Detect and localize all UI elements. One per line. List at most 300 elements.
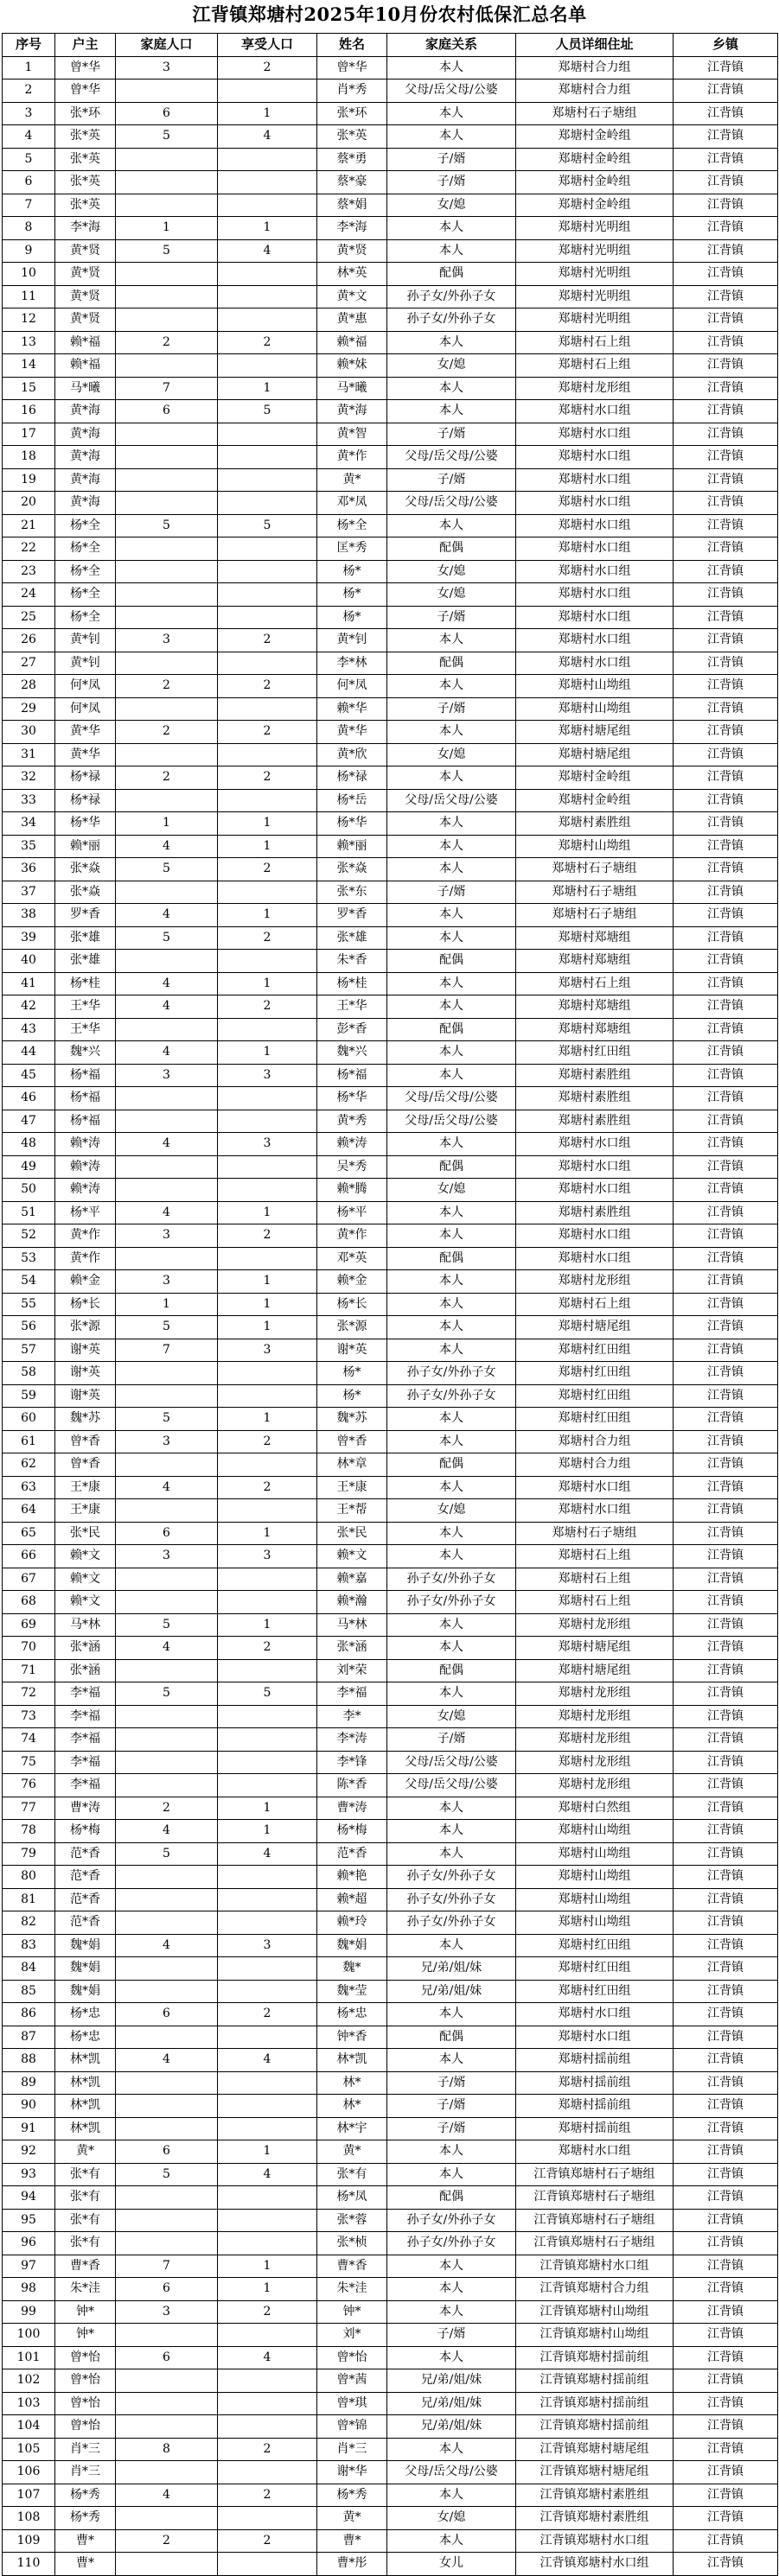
cell-householder: 黄*海 bbox=[55, 446, 116, 469]
cell-name: 张*民 bbox=[317, 1522, 387, 1545]
cell-town: 江背镇 bbox=[674, 560, 778, 583]
cell-relation: 孙子女/外孙子女 bbox=[387, 1591, 516, 1614]
cell-name: 黄*智 bbox=[317, 423, 387, 446]
cell-family-size: 2 bbox=[116, 1797, 218, 1820]
cell-name: 杨*忠 bbox=[317, 2003, 387, 2026]
cell-name: 张*涵 bbox=[317, 1637, 387, 1660]
table-row bbox=[3, 1362, 778, 1385]
cell-benefit-size: 1 bbox=[218, 1522, 317, 1545]
cell-index: 9 bbox=[3, 239, 55, 263]
cell-town: 江背镇 bbox=[674, 881, 778, 904]
cell-name: 肖*秀 bbox=[317, 80, 387, 103]
cell-family-size bbox=[116, 80, 218, 103]
table-row bbox=[3, 2369, 778, 2393]
cell-householder: 范*香 bbox=[55, 1866, 116, 1889]
cell-name: 杨* bbox=[317, 560, 387, 583]
cell-address: 郑塘村红田组 bbox=[516, 1957, 674, 1981]
cell-name: 曾*香 bbox=[317, 1430, 387, 1453]
table-row bbox=[3, 2140, 778, 2164]
cell-index: 52 bbox=[3, 1224, 55, 1248]
cell-town: 江背镇 bbox=[674, 1522, 778, 1545]
cell-householder: 杨*平 bbox=[55, 1201, 116, 1224]
cell-address: 郑塘村塘尾组 bbox=[516, 743, 674, 766]
cell-address: 郑塘村素胜组 bbox=[516, 812, 674, 836]
cell-name: 杨*长 bbox=[317, 1293, 387, 1316]
cell-benefit-size: 1 bbox=[218, 1613, 317, 1637]
cell-address: 郑塘村郑塘组 bbox=[516, 950, 674, 973]
cell-relation: 孙子女/外孙子女 bbox=[387, 1568, 516, 1591]
cell-relation: 本人 bbox=[387, 2346, 516, 2369]
cell-town: 江背镇 bbox=[674, 1087, 778, 1110]
table-row bbox=[3, 1247, 778, 1270]
cell-town: 江背镇 bbox=[674, 1201, 778, 1224]
cell-benefit-size bbox=[218, 492, 317, 515]
cell-householder: 李*海 bbox=[55, 217, 116, 240]
cell-name: 王*华 bbox=[317, 995, 387, 1019]
cell-index: 21 bbox=[3, 514, 55, 537]
table-row bbox=[3, 721, 778, 744]
cell-householder: 黄*海 bbox=[55, 423, 116, 446]
cell-name: 朱*香 bbox=[317, 950, 387, 973]
cell-benefit-size bbox=[218, 1018, 317, 1041]
table-row bbox=[3, 2392, 778, 2415]
cell-family-size: 5 bbox=[116, 239, 218, 263]
cell-householder: 马*曦 bbox=[55, 377, 116, 400]
cell-relation: 女/媳 bbox=[387, 194, 516, 217]
cell-index: 80 bbox=[3, 1866, 55, 1889]
cell-benefit-size bbox=[218, 354, 317, 378]
cell-address: 江背镇郑塘村山坳组 bbox=[516, 2300, 674, 2324]
cell-name: 林* bbox=[317, 2071, 387, 2095]
cell-benefit-size: 1 bbox=[218, 904, 317, 927]
cell-town: 江背镇 bbox=[674, 102, 778, 125]
cell-town: 江背镇 bbox=[674, 2438, 778, 2461]
cell-relation: 本人 bbox=[387, 331, 516, 354]
cell-index: 48 bbox=[3, 1133, 55, 1156]
cell-benefit-size bbox=[218, 606, 317, 629]
cell-address: 郑塘村水口组 bbox=[516, 2003, 674, 2026]
cell-householder: 范*香 bbox=[55, 1911, 116, 1935]
cell-address: 郑塘村红田组 bbox=[516, 1339, 674, 1362]
table-row bbox=[3, 1293, 778, 1316]
cell-address: 郑塘村龙形组 bbox=[516, 1613, 674, 1637]
cell-address: 江背镇郑塘村山坳组 bbox=[516, 2324, 674, 2347]
cell-index: 6 bbox=[3, 171, 55, 194]
cell-name: 罗*香 bbox=[317, 904, 387, 927]
cell-town: 江背镇 bbox=[674, 1911, 778, 1935]
cell-name: 魏*兴 bbox=[317, 1041, 387, 1065]
cell-name: 曹*彤 bbox=[317, 2553, 387, 2576]
cell-address: 郑塘村水口组 bbox=[516, 468, 674, 492]
cell-index: 23 bbox=[3, 560, 55, 583]
cell-benefit-size: 2 bbox=[218, 926, 317, 950]
cell-address: 郑塘村红田组 bbox=[516, 1362, 674, 1385]
cell-address: 郑塘村揺前组 bbox=[516, 2117, 674, 2140]
cell-householder: 王*康 bbox=[55, 1476, 116, 1499]
cell-householder: 马*林 bbox=[55, 1613, 116, 1637]
table-row bbox=[3, 2186, 778, 2210]
cell-family-size bbox=[116, 2324, 218, 2347]
cell-relation: 兄/弟/姐/妹 bbox=[387, 2369, 516, 2393]
cell-town: 江背镇 bbox=[674, 2049, 778, 2072]
cell-name: 张*环 bbox=[317, 102, 387, 125]
cell-name: 朱*洼 bbox=[317, 2278, 387, 2301]
cell-benefit-size bbox=[218, 1362, 317, 1385]
cell-town: 江背镇 bbox=[674, 1408, 778, 1431]
cell-name: 黄*华 bbox=[317, 721, 387, 744]
cell-benefit-size: 1 bbox=[218, 102, 317, 125]
cell-name: 黄*钊 bbox=[317, 629, 387, 652]
cell-relation: 本人 bbox=[387, 1041, 516, 1065]
cell-family-size bbox=[116, 308, 218, 332]
cell-householder: 张*有 bbox=[55, 2186, 116, 2210]
cell-address: 郑塘村郑塘组 bbox=[516, 926, 674, 950]
table-row bbox=[3, 1728, 778, 1752]
cell-index: 77 bbox=[3, 1797, 55, 1820]
cell-family-size bbox=[116, 2553, 218, 2576]
cell-householder: 李*福 bbox=[55, 1682, 116, 1706]
cell-town: 江背镇 bbox=[674, 1247, 778, 1270]
cell-town: 江背镇 bbox=[674, 2140, 778, 2164]
table-row bbox=[3, 1064, 778, 1087]
table-row bbox=[3, 1476, 778, 1499]
cell-name: 曾*琪 bbox=[317, 2392, 387, 2415]
cell-town: 江背镇 bbox=[674, 331, 778, 354]
cell-address: 郑塘村红田组 bbox=[516, 1980, 674, 2003]
cell-relation: 本人 bbox=[387, 2529, 516, 2553]
cell-family-size bbox=[116, 697, 218, 721]
cell-name: 杨*全 bbox=[317, 514, 387, 537]
cell-address: 郑塘村龙形组 bbox=[516, 1728, 674, 1752]
cell-address: 郑塘村光明组 bbox=[516, 239, 674, 263]
cell-family-size bbox=[116, 1453, 218, 1477]
cell-householder: 曹* bbox=[55, 2529, 116, 2553]
cell-index: 11 bbox=[3, 285, 55, 308]
cell-relation: 孙子女/外孙子女 bbox=[387, 308, 516, 332]
cell-householder: 张*有 bbox=[55, 2209, 116, 2232]
cell-relation: 本人 bbox=[387, 1522, 516, 1545]
table-row bbox=[3, 1110, 778, 1133]
cell-town: 江背镇 bbox=[674, 354, 778, 378]
cell-name: 蔡*娟 bbox=[317, 194, 387, 217]
cell-householder: 杨*全 bbox=[55, 514, 116, 537]
cell-name: 黄*作 bbox=[317, 1224, 387, 1248]
cell-town: 江背镇 bbox=[674, 1476, 778, 1499]
table-row bbox=[3, 1339, 778, 1362]
cell-address: 郑塘村白然组 bbox=[516, 1797, 674, 1820]
cell-relation: 本人 bbox=[387, 629, 516, 652]
cell-index: 63 bbox=[3, 1476, 55, 1499]
cell-householder: 林*凯 bbox=[55, 2049, 116, 2072]
cell-index: 18 bbox=[3, 446, 55, 469]
cell-address: 郑塘村水口组 bbox=[516, 1155, 674, 1179]
cell-index: 60 bbox=[3, 1408, 55, 1431]
cell-town: 江背镇 bbox=[674, 1957, 778, 1981]
cell-family-size: 6 bbox=[116, 102, 218, 125]
cell-family-size: 4 bbox=[116, 1934, 218, 1957]
table-row bbox=[3, 308, 778, 332]
cell-index: 39 bbox=[3, 926, 55, 950]
cell-name: 赖*文 bbox=[317, 1545, 387, 1568]
cell-family-size: 3 bbox=[116, 1430, 218, 1453]
cell-name: 李*福 bbox=[317, 1682, 387, 1706]
cell-householder: 赖*福 bbox=[55, 354, 116, 378]
cell-town: 江背镇 bbox=[674, 263, 778, 286]
cell-town: 江背镇 bbox=[674, 721, 778, 744]
table-row bbox=[3, 2438, 778, 2461]
cell-name: 李*林 bbox=[317, 652, 387, 675]
cell-benefit-size bbox=[218, 743, 317, 766]
cell-address: 郑塘村揺前组 bbox=[516, 2049, 674, 2072]
cell-relation: 配偶 bbox=[387, 1018, 516, 1041]
cell-address: 郑塘村金岭组 bbox=[516, 125, 674, 149]
col-header-town: 乡镇 bbox=[674, 34, 778, 57]
cell-family-size bbox=[116, 1247, 218, 1270]
cell-name: 杨*华 bbox=[317, 812, 387, 836]
cell-family-size: 4 bbox=[116, 1476, 218, 1499]
cell-relation: 孙子女/外孙子女 bbox=[387, 1384, 516, 1408]
cell-address: 郑塘村水口组 bbox=[516, 652, 674, 675]
cell-householder: 李*福 bbox=[55, 1728, 116, 1752]
cell-householder: 王*华 bbox=[55, 995, 116, 1019]
cell-town: 江背镇 bbox=[674, 2186, 778, 2210]
table-row bbox=[3, 1087, 778, 1110]
table-row bbox=[3, 1842, 778, 1866]
cell-name: 李*锋 bbox=[317, 1751, 387, 1774]
table-row bbox=[3, 1453, 778, 1477]
cell-relation: 本人 bbox=[387, 1842, 516, 1866]
cell-index: 4 bbox=[3, 125, 55, 149]
cell-householder: 肖*三 bbox=[55, 2438, 116, 2461]
table-row bbox=[3, 995, 778, 1019]
cell-benefit-size bbox=[218, 1110, 317, 1133]
cell-family-size: 4 bbox=[116, 1041, 218, 1065]
table-row bbox=[3, 2553, 778, 2576]
cell-relation: 本人 bbox=[387, 125, 516, 149]
cell-index: 5 bbox=[3, 148, 55, 171]
table-row bbox=[3, 2163, 778, 2186]
cell-name: 何*凤 bbox=[317, 675, 387, 698]
cell-benefit-size bbox=[218, 2117, 317, 2140]
cell-address: 郑塘村合力组 bbox=[516, 56, 674, 80]
cell-town: 江背镇 bbox=[674, 858, 778, 881]
cell-town: 江背镇 bbox=[674, 1453, 778, 1477]
cell-town: 江背镇 bbox=[674, 2071, 778, 2095]
table-row bbox=[3, 239, 778, 263]
cell-name: 魏*莹 bbox=[317, 1980, 387, 2003]
cell-family-size: 5 bbox=[116, 1613, 218, 1637]
cell-index: 65 bbox=[3, 1522, 55, 1545]
cell-index: 32 bbox=[3, 766, 55, 790]
table-row bbox=[3, 2026, 778, 2049]
cell-householder: 黄*海 bbox=[55, 492, 116, 515]
cell-address: 江背镇郑塘村合力组 bbox=[516, 2278, 674, 2301]
cell-relation: 孙子女/外孙子女 bbox=[387, 1866, 516, 1889]
cell-relation: 本人 bbox=[387, 1797, 516, 1820]
cell-index: 29 bbox=[3, 697, 55, 721]
cell-index: 108 bbox=[3, 2507, 55, 2530]
cell-index: 98 bbox=[3, 2278, 55, 2301]
cell-relation: 子/婿 bbox=[387, 697, 516, 721]
cell-benefit-size bbox=[218, 2095, 317, 2118]
cell-address: 郑塘村石上组 bbox=[516, 1568, 674, 1591]
cell-town: 江背镇 bbox=[674, 697, 778, 721]
cell-index: 24 bbox=[3, 583, 55, 607]
cell-index: 68 bbox=[3, 1591, 55, 1614]
cell-householder: 曹*香 bbox=[55, 2255, 116, 2278]
cell-index: 95 bbox=[3, 2209, 55, 2232]
cell-address: 郑塘村光明组 bbox=[516, 308, 674, 332]
cell-address: 郑塘村龙形组 bbox=[516, 1705, 674, 1728]
cell-index: 64 bbox=[3, 1499, 55, 1523]
table-row bbox=[3, 904, 778, 927]
cell-name: 曾*锦 bbox=[317, 2415, 387, 2439]
cell-householder: 赖*福 bbox=[55, 331, 116, 354]
cell-relation: 女/媳 bbox=[387, 354, 516, 378]
cell-town: 江背镇 bbox=[674, 1613, 778, 1637]
cell-relation: 本人 bbox=[387, 2484, 516, 2507]
cell-householder: 张*雄 bbox=[55, 950, 116, 973]
cell-town: 江背镇 bbox=[674, 2507, 778, 2530]
cell-family-size bbox=[116, 492, 218, 515]
cell-householder: 黄*海 bbox=[55, 468, 116, 492]
cell-relation: 本人 bbox=[387, 1201, 516, 1224]
cell-benefit-size: 5 bbox=[218, 514, 317, 537]
cell-relation: 女/媳 bbox=[387, 743, 516, 766]
table-row bbox=[3, 1133, 778, 1156]
cell-address: 郑塘村水口组 bbox=[516, 2026, 674, 2049]
cell-family-size: 5 bbox=[116, 858, 218, 881]
cell-index: 47 bbox=[3, 1110, 55, 1133]
cell-index: 93 bbox=[3, 2163, 55, 2186]
cell-name: 张*焱 bbox=[317, 858, 387, 881]
cell-address: 江背镇郑塘村素胜组 bbox=[516, 2484, 674, 2507]
cell-householder: 曾*怡 bbox=[55, 2415, 116, 2439]
cell-address: 郑塘村金岭组 bbox=[516, 766, 674, 790]
cell-address: 郑塘村龙形组 bbox=[516, 1751, 674, 1774]
cell-benefit-size: 4 bbox=[218, 239, 317, 263]
table-row bbox=[3, 400, 778, 423]
cell-family-size bbox=[116, 583, 218, 607]
cell-family-size bbox=[116, 1155, 218, 1179]
cell-index: 103 bbox=[3, 2392, 55, 2415]
table-row bbox=[3, 1957, 778, 1981]
cell-address: 郑塘村水口组 bbox=[516, 1476, 674, 1499]
cell-benefit-size bbox=[218, 1866, 317, 1889]
cell-index: 16 bbox=[3, 400, 55, 423]
cell-address: 郑塘村素胜组 bbox=[516, 1110, 674, 1133]
table-row bbox=[3, 102, 778, 125]
table-row bbox=[3, 2324, 778, 2347]
cell-relation: 子/婿 bbox=[387, 881, 516, 904]
cell-householder: 杨*秀 bbox=[55, 2484, 116, 2507]
header-row bbox=[3, 34, 778, 57]
cell-index: 43 bbox=[3, 1018, 55, 1041]
cell-householder: 魏*苏 bbox=[55, 1408, 116, 1431]
cell-index: 81 bbox=[3, 1888, 55, 1911]
cell-town: 江背镇 bbox=[674, 950, 778, 973]
cell-benefit-size bbox=[218, 468, 317, 492]
cell-name: 赖*华 bbox=[317, 697, 387, 721]
cell-relation: 父母/岳父母/公婆 bbox=[387, 1087, 516, 1110]
cell-householder: 黄*贤 bbox=[55, 308, 116, 332]
cell-address: 郑塘村光明组 bbox=[516, 285, 674, 308]
cell-benefit-size bbox=[218, 1591, 317, 1614]
cell-family-size: 1 bbox=[116, 1293, 218, 1316]
cell-address: 郑塘村水口组 bbox=[516, 1224, 674, 1248]
cell-householder: 杨*忠 bbox=[55, 2026, 116, 2049]
cell-index: 74 bbox=[3, 1728, 55, 1752]
cell-town: 江背镇 bbox=[674, 2346, 778, 2369]
cell-town: 江背镇 bbox=[674, 1155, 778, 1179]
cell-householder: 朱*洼 bbox=[55, 2278, 116, 2301]
cell-benefit-size: 1 bbox=[218, 1293, 317, 1316]
cell-family-size: 5 bbox=[116, 1316, 218, 1339]
cell-index: 55 bbox=[3, 1293, 55, 1316]
cell-town: 江背镇 bbox=[674, 2415, 778, 2439]
table-row bbox=[3, 789, 778, 812]
cell-benefit-size: 3 bbox=[218, 1064, 317, 1087]
cell-index: 57 bbox=[3, 1339, 55, 1362]
cell-relation: 配偶 bbox=[387, 263, 516, 286]
table-row bbox=[3, 1041, 778, 1065]
cell-town: 江背镇 bbox=[674, 80, 778, 103]
cell-householder: 曾*怡 bbox=[55, 2346, 116, 2369]
cell-name: 李*海 bbox=[317, 217, 387, 240]
cell-family-size bbox=[116, 446, 218, 469]
cell-relation: 父母/岳父母/公婆 bbox=[387, 492, 516, 515]
cell-family-size bbox=[116, 148, 218, 171]
cell-index: 17 bbox=[3, 423, 55, 446]
cell-householder: 杨*福 bbox=[55, 1110, 116, 1133]
cell-relation: 本人 bbox=[387, 812, 516, 836]
cell-family-size bbox=[116, 263, 218, 286]
cell-householder: 赖*文 bbox=[55, 1568, 116, 1591]
cell-index: 59 bbox=[3, 1384, 55, 1408]
cell-town: 江背镇 bbox=[674, 468, 778, 492]
cell-benefit-size: 4 bbox=[218, 2049, 317, 2072]
cell-family-size: 3 bbox=[116, 56, 218, 80]
cell-householder: 赖*涛 bbox=[55, 1133, 116, 1156]
cell-index: 72 bbox=[3, 1682, 55, 1706]
cell-relation: 孙子女/外孙子女 bbox=[387, 1362, 516, 1385]
cell-name: 杨*凤 bbox=[317, 2186, 387, 2210]
cell-family-size bbox=[116, 1384, 218, 1408]
cell-relation: 本人 bbox=[387, 102, 516, 125]
table-row bbox=[3, 1522, 778, 1545]
cell-family-size bbox=[116, 789, 218, 812]
cell-benefit-size: 4 bbox=[218, 2163, 317, 2186]
cell-name: 黄*作 bbox=[317, 446, 387, 469]
cell-index: 83 bbox=[3, 1934, 55, 1957]
table-row bbox=[3, 354, 778, 378]
cell-name: 王*帮 bbox=[317, 1499, 387, 1523]
cell-relation: 本人 bbox=[387, 2140, 516, 2164]
cell-address: 郑塘村揺前组 bbox=[516, 2095, 674, 2118]
cell-relation: 本人 bbox=[387, 1545, 516, 1568]
cell-family-size: 1 bbox=[116, 812, 218, 836]
cell-index: 46 bbox=[3, 1087, 55, 1110]
cell-householder: 张*民 bbox=[55, 1522, 116, 1545]
table-row bbox=[3, 56, 778, 80]
cell-town: 江背镇 bbox=[674, 1499, 778, 1523]
cell-householder: 曾*怡 bbox=[55, 2392, 116, 2415]
cell-address: 郑塘村水口组 bbox=[516, 423, 674, 446]
cell-benefit-size: 2 bbox=[218, 2438, 317, 2461]
cell-index: 10 bbox=[3, 263, 55, 286]
cell-benefit-size bbox=[218, 2415, 317, 2439]
cell-family-size: 5 bbox=[116, 2163, 218, 2186]
